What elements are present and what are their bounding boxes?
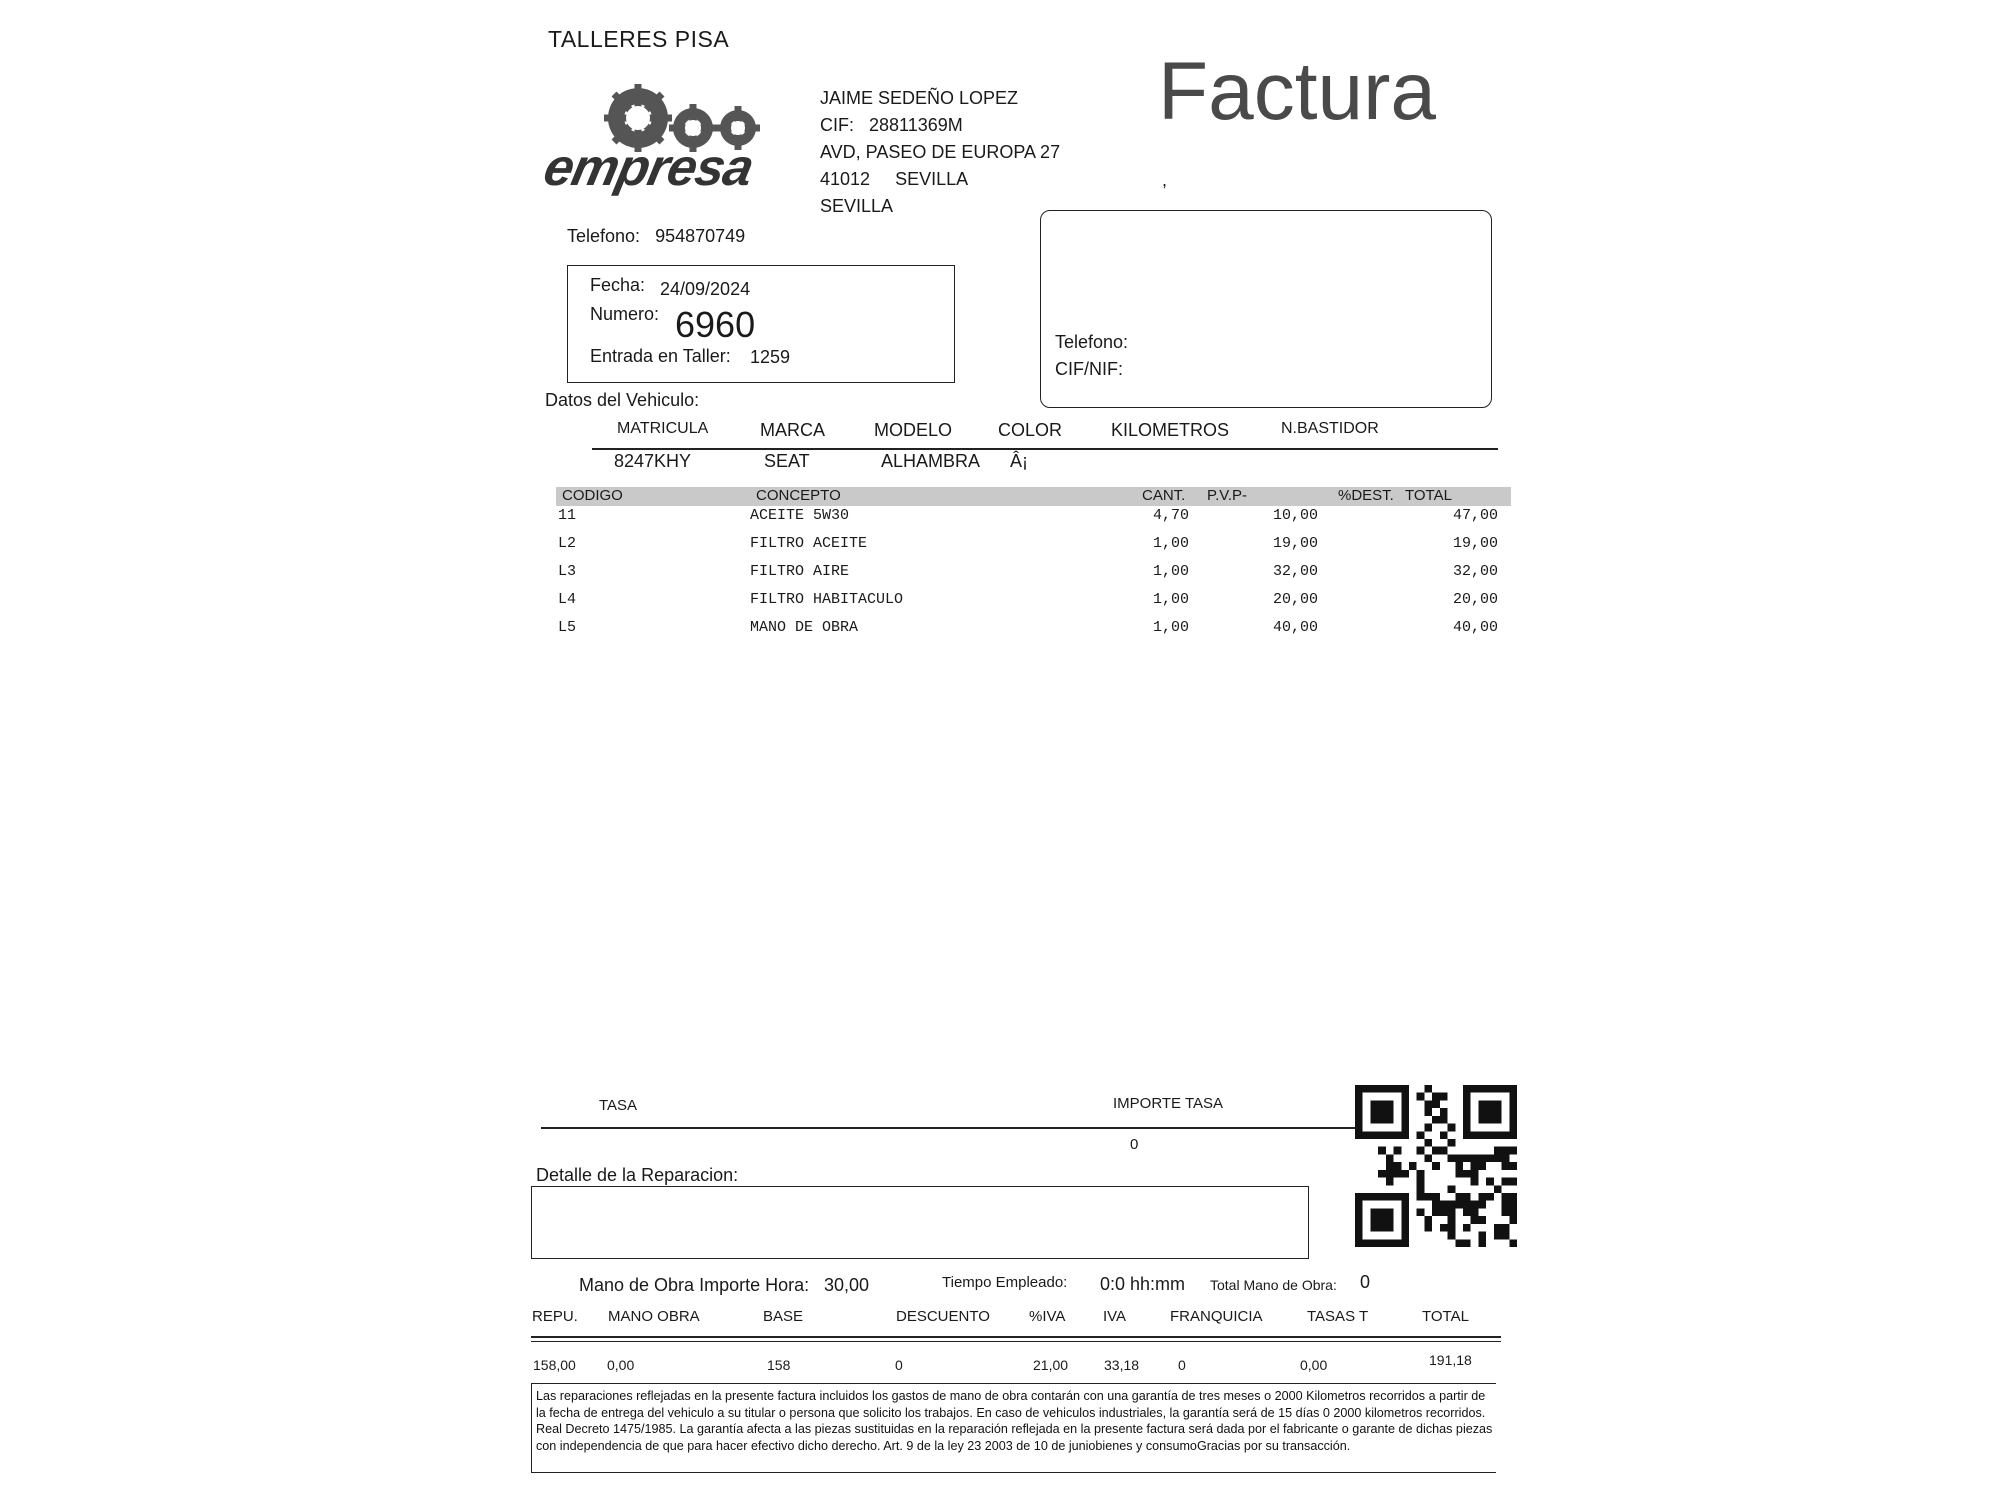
table-row bbox=[0, 507, 2000, 535]
issuer-city-row bbox=[820, 166, 1060, 193]
totals-franquicia: 0 bbox=[1178, 1357, 1186, 1373]
totals-header-iva: IVA bbox=[1103, 1308, 1127, 1325]
vehicle-header-kilometros: KILOMETROS bbox=[1111, 420, 1230, 440]
tasa-label: TASA bbox=[599, 1097, 638, 1114]
importe-tasa-value: 0 bbox=[1130, 1136, 1139, 1153]
totals-piva: 21,00 bbox=[1033, 1357, 1069, 1373]
totals-header-tasas: TASAS T bbox=[1307, 1308, 1369, 1325]
items-header-pvp: P.V.P- bbox=[1207, 487, 1248, 504]
entrada-label: Entrada en Taller: bbox=[590, 346, 731, 366]
numero-label: Numero: bbox=[590, 304, 660, 324]
invoice-title: Factura bbox=[1158, 46, 1436, 137]
detalle-box bbox=[531, 1186, 1309, 1259]
vehicle-header-matricula: MATRICULA bbox=[617, 420, 709, 437]
item-concepto: ACEITE 5W30 bbox=[750, 507, 850, 524]
qr-code-icon bbox=[1355, 1085, 1517, 1247]
totals-descuento: 0 bbox=[895, 1357, 903, 1373]
item-codigo: L3 bbox=[558, 563, 577, 580]
item-pvp: 40,00 bbox=[1272, 619, 1318, 636]
fecha-value: 24/09/2024 bbox=[660, 279, 751, 299]
issuer-block bbox=[820, 85, 1060, 220]
totals-header-piva: %IVA bbox=[1029, 1308, 1066, 1325]
item-cant: 1,00 bbox=[1152, 563, 1189, 580]
tasa-divider bbox=[541, 1127, 1359, 1129]
issuer-postal-code: 41012 bbox=[820, 169, 871, 189]
table-row bbox=[0, 591, 2000, 619]
invoice-number: 6960 bbox=[675, 304, 756, 345]
issuer-cif-label: CIF: bbox=[820, 115, 854, 135]
company-phone-label: Telefono: bbox=[567, 226, 641, 246]
issuer-address: AVD, PASEO DE EUROPA 27 bbox=[820, 142, 1061, 162]
totals-tasas: 0,00 bbox=[1300, 1357, 1328, 1373]
issuer-cif-row bbox=[820, 112, 1060, 139]
items-header-codigo: CODIGO bbox=[562, 487, 623, 504]
vehicle-divider bbox=[592, 448, 1498, 450]
item-codigo: L2 bbox=[558, 535, 577, 552]
item-concepto: FILTRO AIRE bbox=[750, 563, 850, 580]
totals-header-mano-obra: MANO OBRA bbox=[608, 1308, 700, 1325]
entrada-value: 1259 bbox=[750, 347, 791, 367]
issuer-city: SEVILLA bbox=[895, 169, 969, 189]
totals-header-total: TOTAL bbox=[1422, 1308, 1469, 1325]
client-cif-label: CIF/NIF: bbox=[1055, 359, 1123, 379]
table-row bbox=[0, 619, 2000, 647]
total-mano-label: Total Mano de Obra: bbox=[1210, 1277, 1337, 1293]
vehicle-matricula: 8247KHY bbox=[614, 451, 692, 471]
mano-hora-value: 30,00 bbox=[824, 1275, 870, 1295]
table-row bbox=[0, 563, 2000, 591]
item-concepto: FILTRO ACEITE bbox=[750, 535, 868, 552]
issuer-province: SEVILLA bbox=[820, 196, 894, 216]
vehicle-header-bastidor: N.BASTIDOR bbox=[1281, 420, 1379, 437]
totals-header-descuento: DESCUENTO bbox=[896, 1308, 990, 1325]
total-mano-value: 0 bbox=[1360, 1272, 1371, 1292]
totals-header-franquicia: FRANQUICIA bbox=[1170, 1308, 1263, 1325]
items-header-dest: %DEST. bbox=[1338, 487, 1394, 504]
item-cant: 1,00 bbox=[1152, 591, 1189, 608]
table-row bbox=[0, 535, 2000, 563]
item-total: 20,00 bbox=[1452, 591, 1498, 608]
items-header-concepto: CONCEPTO bbox=[756, 487, 841, 504]
item-concepto: MANO DE OBRA bbox=[750, 619, 859, 636]
tiempo-value: 0:0 hh:mm bbox=[1100, 1274, 1186, 1294]
totals-divider-top bbox=[531, 1336, 1501, 1338]
totals-base: 158 bbox=[767, 1357, 791, 1373]
vehicle-modelo: ALHAMBRA bbox=[881, 451, 981, 471]
totals-iva: 33,18 bbox=[1104, 1357, 1140, 1373]
item-codigo: L5 bbox=[558, 619, 577, 636]
logo-text: empresa bbox=[538, 139, 759, 197]
stray-mark: , bbox=[1162, 170, 1168, 190]
totals-header-base: BASE bbox=[763, 1308, 804, 1325]
item-codigo: L4 bbox=[558, 591, 577, 608]
detalle-label: Detalle de la Reparacion: bbox=[536, 1165, 739, 1185]
totals-header-repu: REPU. bbox=[532, 1308, 578, 1325]
item-total: 19,00 bbox=[1452, 535, 1498, 552]
issuer-name: JAIME SEDEÑO LOPEZ bbox=[820, 88, 1019, 108]
item-concepto: FILTRO HABITACULO bbox=[750, 591, 904, 608]
item-cant: 1,00 bbox=[1152, 619, 1189, 636]
totals-repu: 158,00 bbox=[533, 1357, 576, 1373]
legal-text: Las reparaciones reflejadas en la presente factura incluidos los gastos de mano de obra contarán con una garantía de tres meses o 2000 Kilometros recorridos a partir de la fecha de entrega del vehiculo a su titular o persona que solicito los trabajos. En caso de vehiculos industriales, la garantía será de 15 días 0 2000 kilometros recorridos. Real Decreto 1475/1985. La garantía afecta a las piezas sustituidas en la reparación reflejada en la presente factura será dada por el fabricante o garante de dichas piezas con independencia de que para hacer efectivo dicho derecho. Art. 9 de la ley 23 2003 de 10 de juniobienes y consumoGracias por su transacción. bbox=[536, 1389, 1493, 1453]
item-total: 32,00 bbox=[1452, 563, 1498, 580]
company-name: TALLERES PISA bbox=[548, 26, 730, 52]
item-pvp: 10,00 bbox=[1272, 507, 1318, 524]
vehicle-header-marca: MARCA bbox=[760, 420, 826, 440]
vehicle-color: Â¡ bbox=[1010, 451, 1028, 471]
item-codigo: 11 bbox=[558, 507, 577, 524]
company-phone: 954870749 bbox=[655, 226, 746, 246]
mano-hora-label: Mano de Obra Importe Hora: bbox=[579, 1275, 810, 1295]
item-pvp: 20,00 bbox=[1272, 591, 1318, 608]
fecha-label: Fecha: bbox=[590, 275, 646, 295]
item-cant: 4,70 bbox=[1152, 507, 1189, 524]
totals-divider-bottom bbox=[531, 1341, 1501, 1342]
client-phone-label: Telefono: bbox=[1055, 332, 1129, 352]
importe-tasa-label: IMPORTE TASA bbox=[1113, 1095, 1224, 1112]
issuer-cif: 28811369M bbox=[869, 115, 963, 135]
items-header-total: TOTAL bbox=[1405, 487, 1452, 504]
tiempo-label: Tiempo Empleado: bbox=[942, 1274, 1068, 1291]
items-header-cant: CANT. bbox=[1142, 487, 1186, 504]
item-total: 40,00 bbox=[1452, 619, 1498, 636]
item-pvp: 32,00 bbox=[1272, 563, 1318, 580]
vehicle-header-color: COLOR bbox=[998, 420, 1063, 440]
company-phone-row bbox=[567, 226, 745, 247]
item-total: 47,00 bbox=[1452, 507, 1498, 524]
item-cant: 1,00 bbox=[1152, 535, 1189, 552]
item-pvp: 19,00 bbox=[1272, 535, 1318, 552]
vehicle-section-title: Datos del Vehiculo: bbox=[545, 390, 700, 410]
totals-total: 191,18 bbox=[1429, 1352, 1472, 1368]
vehicle-header-modelo: MODELO bbox=[874, 420, 953, 440]
vehicle-marca: SEAT bbox=[764, 451, 810, 471]
totals-mano-obra: 0,00 bbox=[607, 1357, 635, 1373]
